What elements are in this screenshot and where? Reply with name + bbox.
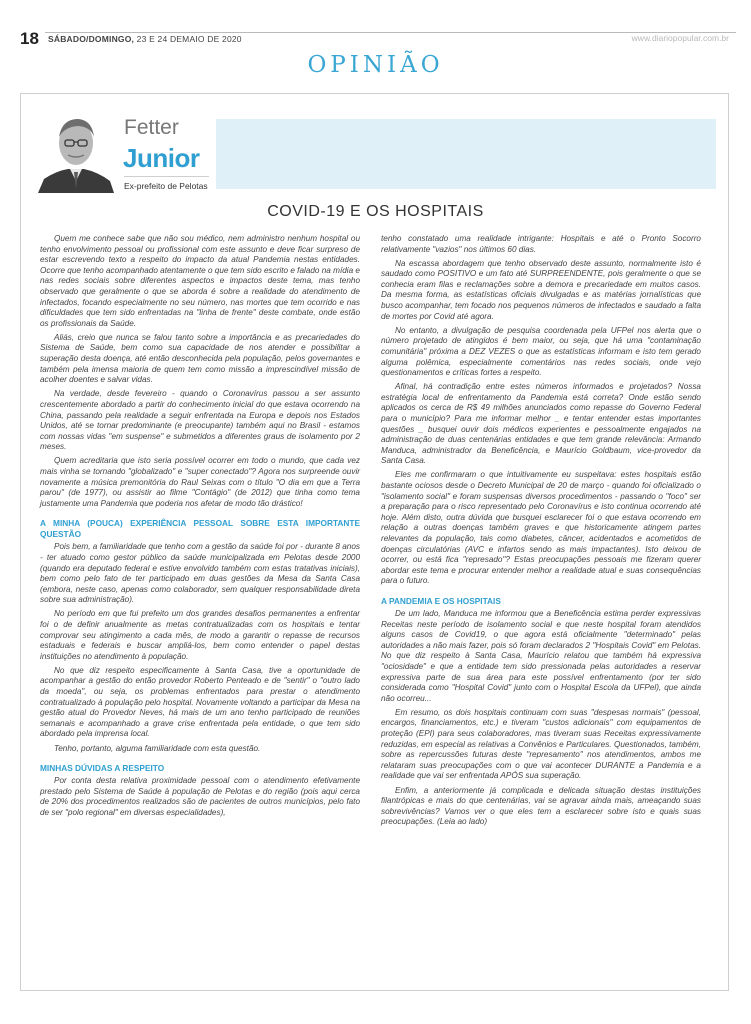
article-column-left: [40, 234, 360, 822]
article-title: COVID-19 E OS HOSPITAIS: [267, 203, 484, 220]
paragraph: Aliás, creio que nunca se falou tanto sobre a importância e as precariedades do Sistema de Saúde, bem como sua capacidade de nos atender e possibilitar a superação desta doença, até então desconhecida pela população, pelos governantes e também pela imensa maioria de quem tem como missão a imprescindível missão de acolher doentes e salvar vidas.: [40, 332, 360, 385]
paragraph: Quem me conhece sabe que não sou médico, nem administro nenhum hospital ou tenho envolvimento pessoal ou profissional com este assunto e deve ficar surpreso de estar escrevendo texto a respeito do impacto da atual Pandemia nestas entidades. Ocorre que tenho acompanhado atentamente o que tem sido escrito e falado na mídia e nas redes sociais sobre diferentes aspectos e impactos deste tema, mas tenho observado que geralmente o que se aborda é sobre a realidade do atendimento de infectados, focando especialmente no seu número, nas mortes que tem ocorrido e nas dificuldades que tem sido enfrentadas na "linha de frente" deste combate, onde estão os profissionais da Saúde.: [40, 234, 360, 328]
section-heading: A PANDEMIA E OS HOSPITAIS: [381, 596, 501, 606]
author-portrait-icon: [34, 109, 118, 193]
author-role: Ex-prefeito de Pelotas: [124, 181, 208, 191]
header-banner: [216, 119, 716, 189]
paragraph: Pois bem, a familiaridade que tenho com a gestão da saúde foi por - durante 8 anos - ter atuado como gestor público da saúde municipalizada em Pelotas desde 2000 (quando era deputado federal e estive envolvido também com estas tratativas iniciais), bem como pelo fato de ter participado em duas gestões da Mesa da Santa Casa (embora, neste caso, apenas como colaborador, sem qualquer responsabilidade direta sobre sua administração).: [40, 542, 360, 605]
article-column-right: [381, 234, 701, 831]
paragraph: Em resumo, os dois hospitais continuam com suas "despesas normais" (pessoal, encargos, financiamentos, etc.) e tiveram "custos adicionais" com equipamentos de proteção (EPI) para seus colaboradores, mas tiveram suas Receitas expressivamente reduzidas, em especial as relativas a Convênios e Particulares. Questionados, também, sobre as repercussões futuras deste "represamento" nos atendimentos, ambos me relataram suas preocupações com o que vai acontecer DURANTE a Pandemia e a realidade que vai ser enfrentada APÓS sua superação.: [381, 707, 701, 781]
date-rest: 23 E 24 DEMAIO DE 2020: [134, 34, 242, 44]
paragraph: No entanto, a divulgação de pesquisa coordenada pela UFPel nos alerta que o número projetado de atingidos é bem maior, ou seja, que há uma "contaminação comunitária" próxima a DEZ VEZES o que as estatísticas informam e isto tem gerado alguma polêmica, especialmente comentários nas redes sociais, onde vejo questionamentos e críticas fortes a respeito.: [381, 325, 701, 378]
section-title: OPINIÃO: [307, 52, 444, 78]
section-heading: MINHAS DÚVIDAS A RESPEITO: [40, 763, 165, 774]
paragraph: Tenho, portanto, alguma familiaridade com esta questão.: [54, 743, 261, 753]
paragraph: Eles me confirmaram o que intuitivamente eu suspeitava: estes hospitais estão bastante ociosos desde o Decreto Municipal de 20 de março - quando foi oficializado o "isolamento social" e foram suspensas diversos procedimentos - passando o "foco" ser a preparação para o risco representado pelo Coronavírus e isto continua ocorrendo até hoje. Além disto, outra dúvida que busquei esclarecer foi o que estava ocorrendo em relação a outras doenças também graves e que historicamente atingem partes relevantes da população, tais como diabetes, câncer, acidentados e acometidos de doenças circulatórias (AVC e infartos sendo as mais impactantes). Isto deixou de ocorrer, ou está fica "represado"? Estas preocupações pessoais me fizeram querer abordar este tema e procurar entender melhor a realidade atual e suas consequências para o futuro.: [381, 470, 701, 586]
paragraph: Quem acreditaria que isto seria possível ocorrer em todo o mundo, que cada vez mais vinha se tornando "globalizado" e "super conectado"? Agora nos surpreende ouvir novamente a música premonitória do Raul Seixas com o título "O dia em que a Terra parou" (de 1977), ou assistir ao filme "Contágio" (de 2012) que tinha como tema justamente uma Pandemia que poderia nos afetar de modo tão drástico!: [40, 456, 360, 508]
author-divider: [124, 176, 209, 177]
site-url[interactable]: www.diariopopular.com.br: [631, 33, 729, 43]
paragraph: Na verdade, desde fevereiro - quando o Coronavírus passou a ser assunto crescentemente abordado a partir do conhecimento inicial do que estava ocorrendo na China, passando pela realidade a seguir enfrentada na Europa e depois nos Estados Unidos, até se tornar predominante (e preocupante) também aqui no Brasil - estamos com nossas vidas "em suspense" e submetidos a diferentes graus de isolamento por 2 meses.: [40, 389, 360, 452]
paragraph: Afinal, há contradição entre estes números informados e projetados? Nossa estratégia local de enfrentamento da Pandemia está correta? Onde estão sendo aplicados os cerca de R$ 49 milhões anunciados como repasse do Governo Federal para o município? Para me informar melhor _ e tentar entender estas importantes questões _ busquei ouvir dois médicos experientes e pessoalmente engajados na administração de duas centenárias entidades e que tem grande relevância: Armando Manduca, administrador da Beneficência, e Maurício Goldbaum, vice-provedor da Santa Casa.: [381, 382, 701, 466]
header-rule: [20, 32, 736, 33]
paragraph: Na escassa abordagem que tenho observado deste assunto, normalmente isto é saudado como POSITIVO e um fato até SURPREENDENTE, pois geralmente o que se conhecia eram filas e reclamações sobre a demora e precariedade em muitos casos. Da mesma forma, as estatísticas oficiais divulgadas e as matérias jornalísticas que busco acompanhar, tem focado nos pequenos números de infectados e saudado a falta de mortes por Covid até agora.: [381, 258, 701, 321]
paragraph: Por conta desta relativa proximidade pessoal com o atendimento efetivamente prestado pelo Sistema de Saúde à população de Pelotas e do região (pois aqui cerca de 20% dos procedimentos realizados são de pacientes de outros municípios, pelo fato de ser "polo regional" em diversas especialidades),: [40, 776, 360, 817]
paragraph: Enfim, a anteriormente já complicada e delicada situação destas instituições filantrópicas e mais do que centenárias, vai se agravar ainda mais, ameaçando suas sobrevivências? Vamos ver o que eles tem a esclarecer sobre isto e quais suas preocupações. (Leia ao lado): [381, 785, 701, 827]
edition-date: [48, 34, 242, 44]
paragraph: No que diz respeito especificamente à Santa Casa, tive a oportunidade de acompanhar a gestão do então provedor Roberto Penteado e de "sentir" o "outro lado da moeda", ou seja, os problemas enfrentados para prestar o atendimento contratualizado à população pelo hospital. Novamente voltando a participar da Mesa na gestão atual do Provedor Neves, há mais de um ano tenho participado de reuniões semanais e acompanhado a grave crise enfrentada pela entidade, o que tem sido abordado pela imprensa local.: [40, 665, 360, 739]
date-weekday: SÁBADO/DOMINGO,: [48, 34, 135, 44]
page-number: 18: [20, 29, 45, 49]
paragraph: De um lado, Manduca me informou que a Beneficência estima perder expressivas Receitas neste período de isolamento social e que neste hospital foram atendidos alguns casos de Covid19, o que agora está oficialmente "determinado" pelas autoridades a não mais fazer, pois só foram declarados 2 "Hospitais Covid" em Pelotas. No que diz respeito à Santa Casa, Maurício relatou que também há expressiva "ociosidade" e que a entidade tem sido pressionada pelas autoridades a reservar expressiva parte de sua área para este possível enfrentamento (por ter sido considerada como "Hospital Covid" junto com o Hospital Escola da UFPel), que ainda não ocorreu...: [381, 609, 701, 703]
paragraph: No período em que fui prefeito um dos grandes desafios permanentes a enfrentar foi o de definir anualmente as metas contratualizadas com os hospitais e tentar comprovar seu atingimento a cada mês, de modo a garantir o repasse de recursos estaduais e federais e buscar ampliá-los, bem como entender o papel destas instituições no atendimento à população.: [40, 609, 360, 661]
section-heading: A MINHA (POUCA) EXPERIÊNCIA PESSOAL SOBRE ESTA IMPORTANTE QUESTÃO: [40, 518, 360, 540]
paragraph: tenho constatado uma realidade intrigante: Hospitais e até o Pronto Socorro relativamente "vazios" nos últimos 60 dias.: [381, 234, 701, 254]
author-photo: [34, 109, 118, 193]
author-last-name: Junior: [123, 143, 200, 173]
author-first-name: Fetter: [124, 116, 179, 139]
